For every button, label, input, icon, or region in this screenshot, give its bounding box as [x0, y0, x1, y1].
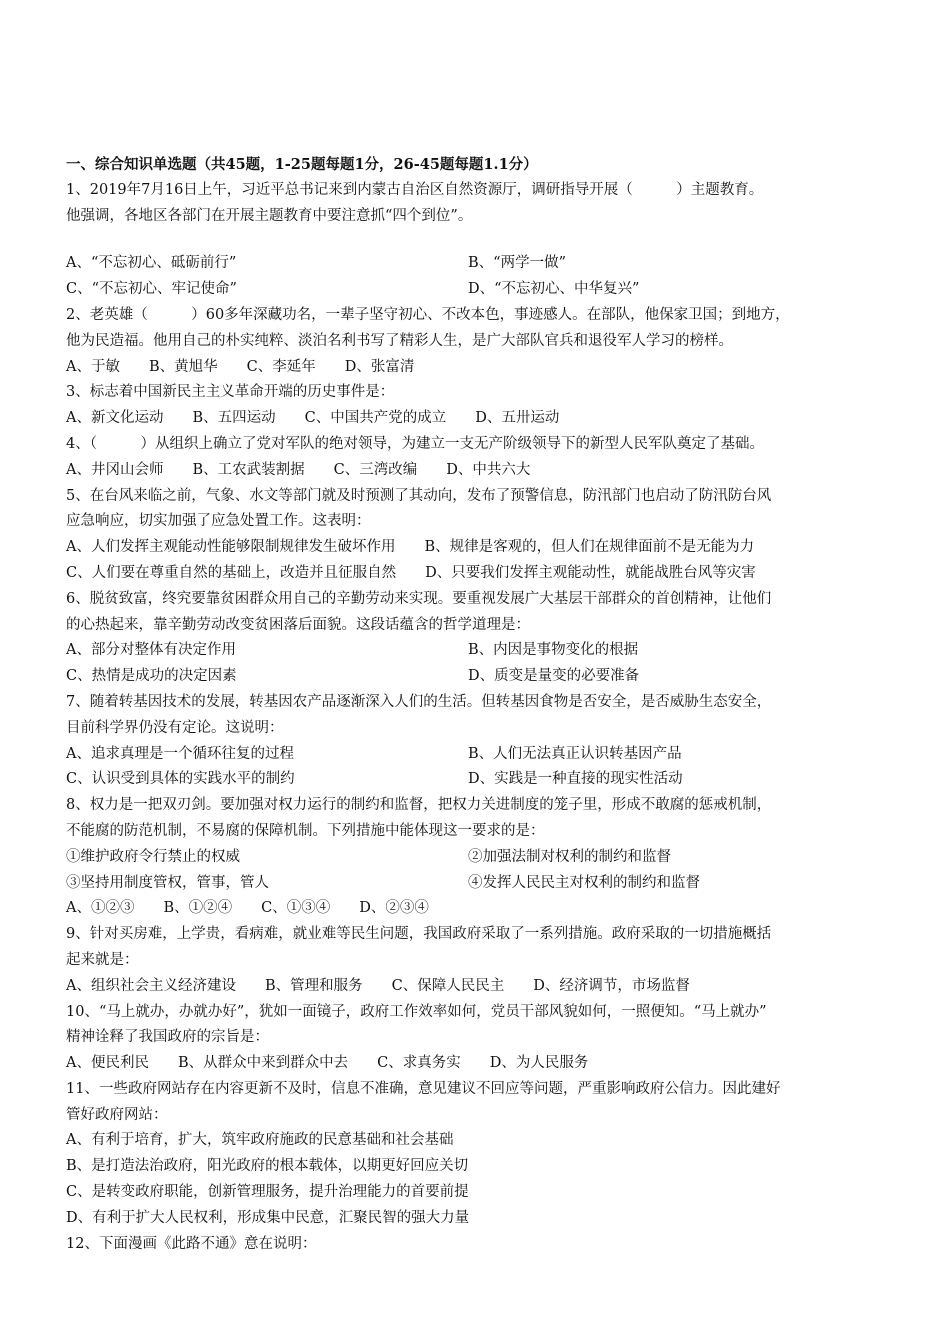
- q1-option-a: A、“不忘初心、砥砺前行”: [66, 255, 237, 272]
- q11-stem-line1: 11、一些政府网站存在内容更新不及时，信息不准确，意见建议不回应等问题，严重影响政府公信力。因此建好: [66, 1080, 781, 1097]
- q9-options: A、组织社会主义经济建设 B、管理和服务 C、保障人民民主 D、经济调节，市场监督: [66, 977, 690, 994]
- q5-stem-line1: 5、在台风来临之前，气象、水文等部门就及时预测了其动向，发布了预警信息，防汛部门也启动了防汛防台风: [66, 487, 772, 504]
- q7-option-a: A、追求真理是一个循环往复的过程: [66, 745, 294, 762]
- q6-options-row1: [66, 638, 884, 664]
- q8-statements-row1: [66, 845, 884, 871]
- q12-stem: 12、下面漫画《此路不通》意在说明：: [66, 1235, 317, 1252]
- q3-options: A、新文化运动 B、五四运动 C、中国共产党的成立 D、五卅运动: [66, 410, 560, 427]
- q8-statement-4: ④发挥人民民主对权利的制约和监督: [468, 874, 700, 891]
- q6-stem-line2: 的心热起来，靠辛勤劳动改变贫困落后面貌。这段话蕴含的哲学道理是：: [66, 616, 530, 633]
- q4-options: A、井冈山会师 B、工农武装割据 C、三湾改编 D、中共六大: [66, 461, 531, 478]
- q11-option-d: D、有利于扩大人民权利，形成集中民意，汇聚民智的强大力量: [66, 1209, 470, 1226]
- q6-option-c: C、热情是成功的决定因素: [66, 668, 237, 685]
- q10-stem-line1: 10、“马上就办，办就办好”，犹如一面镜子，政府工作效率如何，党员干部风貌如何，一照便知。“马上就办”: [66, 1003, 767, 1020]
- q8-statement-3: ③坚持用制度管权，管事，管人: [66, 874, 269, 891]
- exam-page: [66, 152, 884, 1257]
- q6-options-row2: [66, 664, 884, 690]
- q7-stem-line1: 7、随着转基因技术的发展，转基因农产品逐渐深入人们的生活。但转基因食物是否安全，是否威胁生态安全，: [66, 693, 772, 710]
- q6-option-d: D、质变是量变的必要准备: [468, 668, 640, 685]
- q8-stem-line1: 8、权力是一把双刃剑。要加强对权力运行的制约和监督，把权力关进制度的笼子里，形成不敢腐的惩戒机制，: [66, 797, 772, 814]
- q1-options-row1: [66, 251, 884, 277]
- q6-option-b: B、内因是事物变化的根据: [468, 642, 639, 659]
- q1-stem-line1: 1、2019年7月16日上午，习近平总书记来到内蒙古自治区自然资源厅，调研指导开展（ ）主题教育。: [66, 181, 764, 198]
- q8-statement-1: ①维护政府令行禁止的权威: [66, 848, 240, 865]
- q7-stem-line2: 目前科学界仍没有定论。这说明：: [66, 719, 284, 736]
- q8-options: A、①②③ B、①②④ C、①③④ D、②③④: [66, 900, 429, 917]
- q9-stem-line2: 起来就是：: [66, 951, 139, 968]
- q2-options: A、于敏 B、黄旭华 C、李延年 D、张富清: [66, 358, 415, 375]
- q8-statements-row2: [66, 871, 884, 897]
- section-title: 一、综合知识单选题（共45题，1-25题每题1分，26-45题每题1.1分）: [66, 156, 538, 173]
- q5-stem-line2: 应急响应，切实加强了应急处置工作。这表明：: [66, 513, 371, 530]
- q11-option-c: C、是转变政府职能，创新管理服务，提升治理能力的首要前提: [66, 1184, 469, 1201]
- q7-options-row1: [66, 742, 884, 768]
- q6-option-a: A、部分对整体有决定作用: [66, 642, 236, 659]
- q10-options: A、便民利民 B、从群众中来到群众中去 C、求真务实 D、为人民服务: [66, 1055, 589, 1072]
- q8-stem-line2: 不能腐的防范机制，不易腐的保障机制。下列措施中能体现这一要求的是：: [66, 822, 545, 839]
- q5-options-cd: C、人们要在尊重自然的基础上，改造并且征服自然 D、只要我们发挥主观能动性，就能战胜台风等灾害: [66, 564, 756, 581]
- q1-option-c: C、“不忘初心、牢记使命”: [66, 281, 237, 298]
- q8-statement-2: ②加强法制对权利的制约和监督: [468, 848, 671, 865]
- q7-option-b: B、人们无法真正认识转基因产品: [468, 745, 682, 762]
- q4-stem: 4、（ ）从组织上确立了党对军队的绝对领导，为建立一支无产阶级领导下的新型人民军队奠定了基础。: [66, 435, 764, 452]
- q3-stem: 3、标志着中国新民主主义革命开端的历史事件是：: [66, 384, 395, 401]
- q5-options-ab: A、人们发挥主观能动性能够限制规律发生破坏作用 B、规律是客观的，但人们在规律面前不是无能为力: [66, 539, 755, 556]
- q11-option-a: A、有利于培育，扩大，筑牢政府施政的民意基础和社会基础: [66, 1132, 454, 1149]
- spacer: [66, 229, 884, 251]
- q1-stem-line2: 他强调，各地区各部门在开展主题教育中要注意抓“四个到位”。: [66, 207, 473, 224]
- q11-option-b: B、是打造法治政府，阳光政府的根本载体，以期更好回应关切: [66, 1158, 469, 1175]
- q7-options-row2: [66, 767, 884, 793]
- q11-stem-line2: 管好政府网站：: [66, 1106, 168, 1123]
- q2-stem-line1: 2、老英雄（ ）60多年深藏功名，一辈子坚守初心、不改本色，事迹感人。在部队，他保家卫国；到地方，: [66, 306, 790, 323]
- q1-option-d: D、“不忘初心、中华复兴”: [468, 281, 640, 298]
- q10-stem-line2: 精神诠释了我国政府的宗旨是：: [66, 1029, 269, 1046]
- q7-option-c: C、认识受到具体的实践水平的制约: [66, 771, 295, 788]
- q7-option-d: D、实践是一种直接的现实性活动: [468, 771, 683, 788]
- q1-option-b: B、“两学一做”: [468, 255, 566, 272]
- q9-stem-line1: 9、针对买房难，上学贵，看病难，就业难等民生问题，我国政府采取了一系列措施。政府采取的一切措施概括: [66, 926, 772, 943]
- q6-stem-line1: 6、脱贫致富，终究要靠贫困群众用自己的辛勤劳动来实现。要重视发展广大基层干部群众的首创精神，让他们: [66, 590, 772, 607]
- q1-options-row2: [66, 277, 884, 303]
- q2-stem-line2: 他为民造福。他用自己的朴实纯粹、淡泊名利书写了精彩人生，是广大部队官兵和退役军人学习的榜样。: [66, 332, 733, 349]
